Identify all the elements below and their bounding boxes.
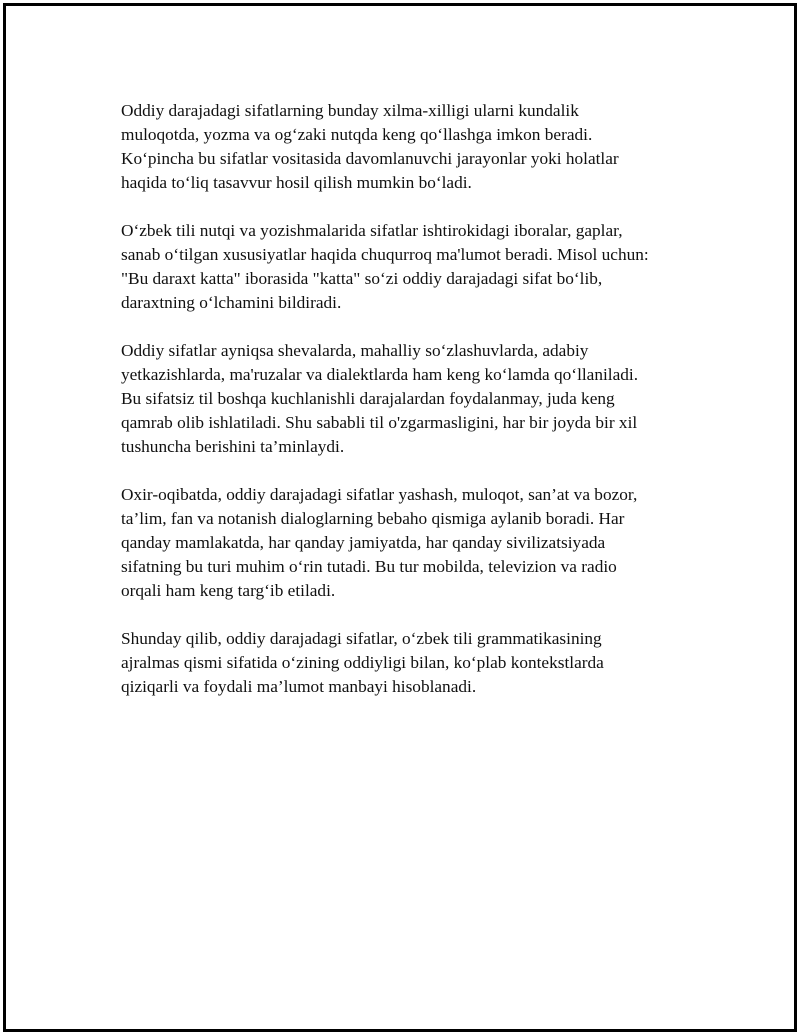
text-line: "Bu daraxt katta" iborasida "katta" so‘zi oddiy darajadagi sifat bo‘lib, xyxy=(121,269,603,288)
text-line: yetkazishlarda, ma'ruzalar va dialektlarda ham keng ko‘lamda qo‘llaniladi. xyxy=(121,365,639,384)
text-line: Bu sifatsiz til boshqa kuchlanishli darajalardan foydalanmay, juda keng xyxy=(121,389,615,408)
text-line: ta’lim, fan va notanish dialoglarning bebaho qismiga aylanib boradi. Har xyxy=(121,509,625,528)
text-line: sifatning bu turi muhim o‘rin tutadi. Bu tur mobilda, televizion va radio xyxy=(121,557,617,576)
text-line: O‘zbek tili nutqi va yozishmalarida sifatlar ishtirokidagi iboralar, gaplar, xyxy=(121,221,623,240)
text-line: qanday mamlakatda, har qanday jamiyatda, har qanday sivilizatsiyada xyxy=(121,533,606,552)
document-body xyxy=(121,99,701,723)
text-line: Oddiy sifatlar ayniqsa shevalarda, mahalliy so‘zlashuvlarda, adabiy xyxy=(121,341,589,360)
text-line: qiziqarli va foydali ma’lumot manbayi hisoblanadi. xyxy=(121,677,477,696)
text-line: daraxtning o‘lchamini bildiradi. xyxy=(121,293,342,312)
text-line: Ko‘pincha bu sifatlar vositasida davomlanuvchi jarayonlar yoki holatlar xyxy=(121,149,619,168)
page-border xyxy=(3,3,797,1032)
paragraph-4 xyxy=(121,483,701,603)
text-line: sanab o‘tilgan xususiyatlar haqida chuqurroq ma'lumot beradi. Misol uchun: xyxy=(121,245,649,264)
paragraph-2 xyxy=(121,219,701,315)
text-line: ajralmas qismi sifatida o‘zining oddiyligi bilan, ko‘plab kontekstlarda xyxy=(121,653,604,672)
paragraph-5 xyxy=(121,627,701,699)
text-line: tushuncha berishini ta’minlaydi. xyxy=(121,437,345,456)
text-line: Oddiy darajadagi sifatlarning bunday xilma-xilligi ularni kundalik xyxy=(121,101,579,120)
text-line: orqali ham keng targ‘ib etiladi. xyxy=(121,581,336,600)
paragraph-3 xyxy=(121,339,701,459)
text-line: haqida to‘liq tasavvur hosil qilish mumkin bo‘ladi. xyxy=(121,173,472,192)
text-line: muloqotda, yozma va og‘zaki nutqda keng qo‘llashga imkon beradi. xyxy=(121,125,593,144)
text-line: Oxir-oqibatda, oddiy darajadagi sifatlar yashash, muloqot, san’at va bozor, xyxy=(121,485,638,504)
paragraph-1 xyxy=(121,99,701,195)
text-line: qamrab olib ishlatiladi. Shu sababli til o'zgarmasligini, har bir joyda bir xil xyxy=(121,413,638,432)
text-line: Shunday qilib, oddiy darajadagi sifatlar, o‘zbek tili grammatikasining xyxy=(121,629,602,648)
